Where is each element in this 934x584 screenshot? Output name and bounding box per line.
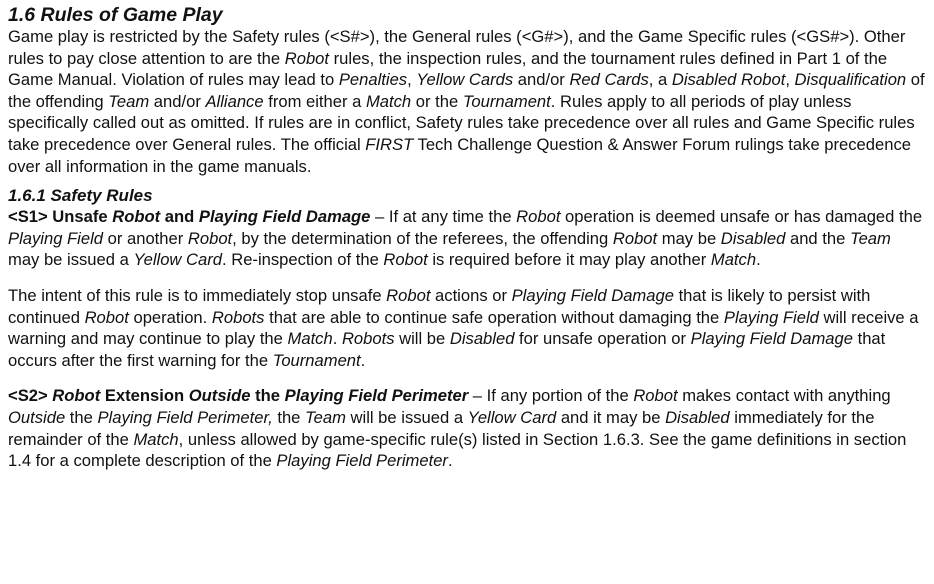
- text-run: Playing Field Damage: [511, 285, 674, 305]
- text-run: of the offending: [8, 70, 925, 111]
- text-run: that occurs after the first warning for the: [8, 329, 886, 370]
- text-run: and: [160, 207, 199, 227]
- text-run: . Rules apply to all periods of play unless specifically called out as omitted. If rules are in conflict, Safety rules take precedence over all rules and Game Specific rules take precedence over General rules. The official: [8, 91, 915, 154]
- text-run: Match: [133, 429, 179, 449]
- text-run: Robot: [187, 228, 233, 248]
- text-run: and the: [785, 228, 850, 248]
- rule-s1-paragraph: [8, 206, 926, 271]
- text-run: Team: [108, 91, 150, 111]
- text-run: Robot: [386, 285, 431, 305]
- text-run: Penalties: [338, 70, 408, 90]
- text-run: or the: [411, 91, 463, 111]
- text-run: <S2>: [8, 386, 53, 406]
- text-run: Playing Field: [8, 228, 104, 248]
- text-run: , a: [648, 70, 672, 90]
- text-run: makes contact with anything: [677, 386, 891, 406]
- rule-s1-intent-paragraph: [8, 285, 926, 371]
- text-run: Playing Field: [723, 307, 819, 327]
- text-run: Robot: [284, 48, 330, 68]
- text-run: Playing Field Damage: [198, 207, 371, 227]
- text-run: Robot: [112, 207, 161, 227]
- text-run: , unless allowed by game-specific rule(s) listed in Section 1.6.3. See the game definitions in section 1.4 for a complete description of the: [8, 429, 907, 471]
- text-run: will receive a warning and may continue to play the: [8, 307, 919, 349]
- text-run: is required before it may play another: [427, 250, 711, 270]
- text-run: – If at any time the: [370, 207, 517, 227]
- text-run: Outside: [8, 407, 66, 427]
- text-run: will be issued a: [345, 407, 468, 427]
- text-run: may be issued a: [8, 250, 134, 270]
- intro-paragraph: [8, 26, 926, 177]
- text-run: , by the determination of the referees, the offending: [232, 228, 613, 248]
- text-run: .: [332, 329, 342, 349]
- text-run: that are able to continue safe operation without damaging the: [264, 307, 724, 327]
- text-run: from either a: [263, 91, 366, 111]
- text-run: Yellow Card: [467, 407, 557, 427]
- text-run: operation.: [128, 307, 212, 327]
- text-run: Playing Field Perimeter: [284, 386, 469, 406]
- text-run: Disabled: [449, 329, 515, 349]
- text-run: Outside: [188, 386, 251, 406]
- text-run: FIRST: [365, 134, 414, 154]
- text-run: Disqualification: [794, 70, 907, 90]
- text-run: actions or: [430, 285, 512, 305]
- text-run: Playing Field Perimeter,: [97, 407, 273, 427]
- text-run: the: [272, 407, 306, 427]
- text-run: rules, the inspection rules, and the tournament rules defined in Part 1 of the Game Manual. Violation of rules may lead to: [8, 48, 888, 90]
- text-run: .: [360, 350, 366, 370]
- text-run: Robot: [383, 250, 428, 270]
- text-run: the: [250, 386, 285, 406]
- text-run: Tournament: [462, 91, 551, 111]
- text-run: Yellow Card: [133, 250, 222, 270]
- text-run: ,: [407, 70, 417, 90]
- text-run: The intent of this rule is to immediately stop unsafe: [8, 285, 387, 305]
- text-run: Robot: [633, 386, 678, 406]
- text-run: ,: [785, 70, 795, 90]
- text-run: Match: [710, 250, 757, 270]
- text-run: Robot: [84, 307, 129, 327]
- text-run: Robots: [341, 329, 395, 349]
- text-run: Disabled: [665, 407, 730, 427]
- text-run: Robot: [516, 207, 561, 227]
- text-run: Playing Field Damage: [690, 329, 853, 349]
- subsection-title: 1.6.1 Safety Rules: [8, 186, 153, 206]
- text-run: or another: [103, 228, 188, 248]
- text-run: Playing Field Perimeter: [276, 451, 448, 471]
- text-run: that is likely to persist with continued: [8, 285, 871, 327]
- text-run: Tournament: [272, 350, 361, 370]
- text-run: Disabled: [720, 228, 786, 248]
- text-run: and/or: [513, 70, 570, 90]
- text-run: Team: [849, 228, 891, 248]
- text-run: <S1> Unsafe: [8, 207, 113, 227]
- text-run: Game play is restricted by the Safety rules (<S#>), the General rules (<G#>), and the Game Specific rules (<GS#>). Other rules to pay close attention to are the: [8, 27, 906, 68]
- text-run: Red Cards: [569, 70, 649, 90]
- text-run: Team: [305, 407, 346, 427]
- text-run: Robots: [211, 307, 265, 327]
- text-run: Robot: [612, 228, 658, 248]
- text-run: and/or: [149, 91, 206, 111]
- text-run: . Re-inspection of the: [222, 250, 384, 270]
- text-run: will be: [394, 329, 450, 349]
- text-run: .: [756, 250, 761, 270]
- text-run: Tech Challenge Question & Answer Forum rulings take precedence over all information in the game manuals.: [8, 134, 911, 176]
- text-run: – If any portion of the: [468, 386, 634, 406]
- text-run: for unsafe operation or: [514, 329, 691, 349]
- text-run: may be: [657, 228, 721, 248]
- section-title: 1.6 Rules of Game Play: [8, 4, 223, 26]
- text-run: .: [447, 451, 453, 471]
- text-run: Alliance: [205, 91, 264, 111]
- text-run: Match: [365, 91, 412, 111]
- text-run: the: [65, 407, 98, 427]
- text-run: Match: [287, 329, 333, 349]
- text-run: operation is deemed unsafe or has damaged the: [560, 207, 923, 227]
- rule-s2-paragraph: [8, 385, 926, 471]
- text-run: Extension: [100, 386, 189, 406]
- text-run: Robot: [52, 386, 101, 406]
- text-run: Disabled Robot: [671, 70, 786, 90]
- text-run: immediately for the remainder of the: [8, 407, 875, 449]
- text-run: Yellow Cards: [416, 70, 514, 90]
- text-run: and it may be: [556, 407, 666, 427]
